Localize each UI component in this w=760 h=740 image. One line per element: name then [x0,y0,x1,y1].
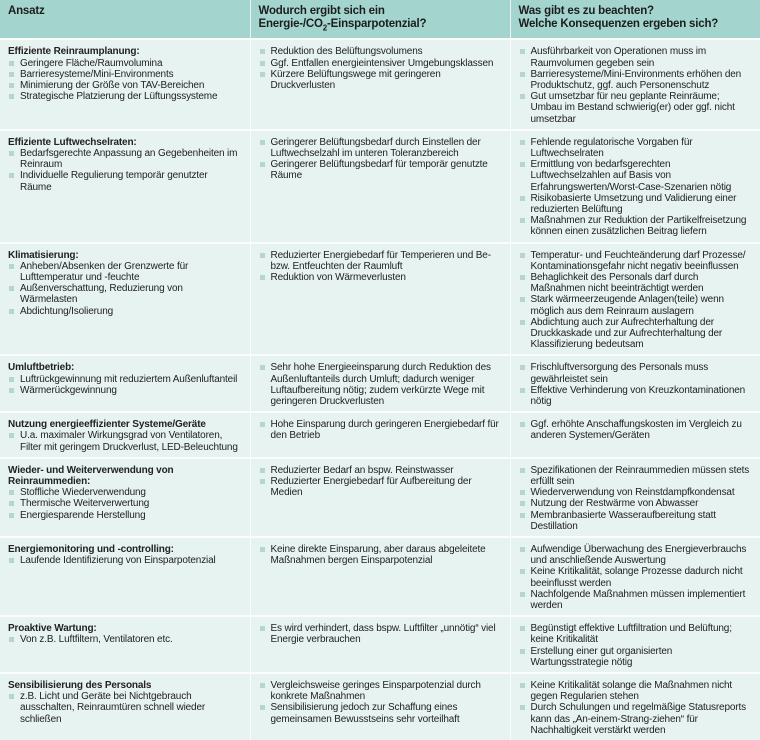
potential-text: Sehr hohe Energieeinsparung durch Reduktion des Außenluftanteils durch Umluft; dadurch weniger Luftaufbereitung nötig; zudem verkürzte Wege mit geringeren Druckverlusten [270,362,491,407]
approach-text: Laufende Identifizierung von Einsparpotenzial [20,555,216,567]
table-row [0,412,760,458]
approach-text: Wärmerückgewinnung [20,384,117,396]
notes-list [519,465,753,532]
notes-item [519,702,753,736]
approach-title: Klimatisierung: [8,249,79,261]
notes-item [519,317,753,351]
approach-item [8,91,242,102]
potential-item [259,465,502,476]
notes-cell [510,355,760,412]
notes-cell [510,39,760,129]
approach-title: Energiemonitoring und -controlling: [8,544,174,556]
potential-item [259,680,502,702]
notes-item [519,487,753,498]
notes-text: Effektive Verhinderung von Kreuzkontaminationen nötig [530,384,746,407]
notes-item [519,137,753,159]
notes-text: Membranbasierte Wasseraufbereitung statt Destillation [530,509,716,532]
notes-item [519,46,753,68]
notes-text: Keine Kritikalität solange die Maßnahmen nicht gegen Regularien stehen [530,680,733,703]
approach-cell [0,243,250,356]
approach-item [8,58,242,69]
header-approach [0,0,250,39]
approach-list [8,430,242,452]
bullet-icon [520,569,525,574]
header-potential-line2-post: -Einsparpotenzial? [327,18,427,30]
approach-text: U.a. maximaler Wirkungsgrad von Ventilatoren, Filter mit geringem Druckverlust, LED-Beleuchtung [20,430,238,453]
header-notes-line2: Welche Konsequenzen ergeben sich? [518,18,719,30]
approach-text: Luftrückgewinnung mit reduziertem Außenluftanteil [20,373,238,385]
bullet-icon [9,513,14,518]
notes-text: Gut umsetzbar für neu geplante Reinräume; Umbau im Bestand schwierig(er) oder ggf. nicht umsetzbar [530,91,735,125]
approach-cell [0,458,250,537]
bullet-icon [260,162,265,167]
table-row [0,130,760,243]
bullet-icon [9,173,14,178]
bullet-icon [9,72,14,77]
potential-cell [250,39,510,129]
notes-item [519,215,753,237]
notes-list [519,419,753,441]
header-notes [510,0,760,39]
notes-list [519,680,753,736]
bullet-icon [9,694,14,699]
notes-cell [510,458,760,537]
potential-text: Ggf. Entfallen energieintensiver Umgebungsklassen [270,57,494,69]
approach-item [8,261,242,283]
table-row [0,39,760,129]
header-potential [250,0,510,39]
approach-item [8,69,242,80]
approach-title: Nutzung energieeffizienter Systeme/Geräte [8,419,206,431]
bullet-icon [520,72,525,77]
header-notes-line1: Was gibt es zu beachten? [518,5,654,17]
approach-text: Thermische Weiterverwertung [20,498,150,510]
approach-title: Effiziente Luftwechselraten: [8,136,137,148]
approach-cell [0,673,250,740]
table-row [0,243,760,356]
bullet-icon [520,365,525,370]
potential-text: Reduzierter Energiebedarf für Aufbereitung der Medien [270,476,472,499]
notes-item [519,272,753,294]
header-potential-subscript: 2 [322,23,328,33]
notes-item [519,362,753,384]
notes-item [519,623,753,645]
potential-item [259,362,502,407]
notes-text: Erstellung einer gut organisierten Wartungsstrategie nötig [530,645,673,668]
approach-text: Barrieresysteme/Mini-Environments [20,68,174,80]
potential-cell [250,537,510,616]
approach-cell [0,130,250,243]
notes-cell [510,243,760,356]
potential-cell [250,243,510,356]
notes-item [519,589,753,611]
potential-text: Kürzere Belüftungswege mit geringeren Druckverlusten [270,68,441,91]
bullet-icon [9,433,14,438]
approach-item [8,306,242,317]
potential-list [259,46,502,91]
potential-item [259,137,502,159]
notes-text: Wiederverwendung von Reinstdampfkondensat [530,487,735,499]
approach-cell [0,537,250,616]
potential-text: Geringerer Belüftungsbedarf durch Einstellen der Luftwechselzahl im unteren Toleranzbereich [270,136,481,159]
notes-cell [510,537,760,616]
notes-item [519,566,753,588]
bullet-icon [260,365,265,370]
bullet-icon [9,377,14,382]
notes-item [519,419,753,441]
bullet-icon [260,468,265,473]
bullet-icon [260,626,265,631]
approach-title: Sensibilisierung des Personals [8,680,152,692]
potential-text: Reduktion des Belüftungsvolumens [270,46,423,58]
approach-list [8,261,242,317]
notes-item [519,680,753,702]
notes-text: Ermittlung von bedarfsgerechten Luftwechselzahlen auf Basis von Erfahrungswerten/Worst-Case-Szenarien nötig [530,159,732,193]
approach-title: Umluftbetrieb: [8,362,75,374]
bullet-icon [9,637,14,642]
potential-list [259,680,502,725]
notes-list [519,544,753,611]
bullet-icon [9,558,14,563]
notes-text: Spezifikationen der Reinraummedien müssen stets erfüllt sein [530,464,750,487]
potential-list [259,250,502,284]
bullet-icon [260,479,265,484]
bullet-icon [520,388,525,393]
notes-text: Nachfolgende Maßnahmen müssen implementiert werden [530,588,746,612]
notes-text: Barrieresysteme/Mini-Environments erhöhen den Produktschutz, ggf. auch Personenschutz [530,68,742,91]
table-row [0,355,760,412]
bullet-icon [260,61,265,66]
potential-text: Es wird verhindert, dass bspw. Luftfilter „unnötig“ viel Energie verbrauchen [270,623,496,646]
potential-item [259,476,502,498]
bullet-icon [520,297,525,302]
notes-list [519,46,753,124]
notes-text: Aufwendige Überwachung des Energieverbrauchs und anschließende Auswertung [530,544,747,567]
bullet-icon [260,683,265,688]
potential-text: Geringerer Belüftungsbedarf für temporär genutzte Räume [270,159,488,182]
approach-cell [0,412,250,458]
bullet-icon [520,196,525,201]
notes-text: Temperatur- und Feuchteänderung darf Prozesse/ Kontaminationsgefahr nicht negativ beeinflussen [530,249,746,272]
notes-text: Ausführbarkeit von Operationen muss im Raumvolumen gegeben sein [530,46,706,69]
approach-item [8,170,242,192]
bullet-icon [520,626,525,631]
table-body [0,39,760,740]
bullet-icon [9,490,14,495]
bullet-icon [520,501,525,506]
bullet-icon [9,94,14,99]
notes-text: Abdichtung auch zur Aufrechterhaltung der Druckkaskade und zur Aufrechterhaltung der Klassifizierung bedeutsam [530,316,723,351]
bullet-icon [9,264,14,269]
bullet-icon [260,275,265,280]
approach-text: Außenverschattung, Reduzierung von Wärmelasten [20,283,183,306]
approach-item [8,385,242,396]
potential-list [259,544,502,566]
bullet-icon [260,422,265,427]
bullet-icon [9,309,14,314]
approach-title: Effiziente Reinraumplanung: [8,46,140,58]
notes-list [519,623,753,668]
bullet-icon [260,705,265,710]
potential-list [259,419,502,441]
bullet-icon [520,683,525,688]
approach-list [8,148,242,193]
approach-text: Strategische Platzierung der Lüftungssysteme [20,91,218,103]
approach-text: Von z.B. Luftfiltern, Ventilatoren etc. [20,634,173,646]
potential-item [259,58,502,69]
potential-list [259,623,502,645]
approach-text: Individuelle Regulierung temporär genutzter Räume [20,170,208,193]
approach-text: Minimierung der Größe von TAV-Bereichen [20,79,205,91]
notes-cell [510,673,760,740]
notes-text: Risikobasierte Umsetzung und Validierung einer reduzierten Belüftung [530,192,737,215]
notes-list [519,250,753,351]
approach-cell [0,39,250,129]
potential-item [259,272,502,283]
potential-cell [250,412,510,458]
notes-cell [510,130,760,243]
notes-item [519,159,753,193]
potential-text: Vergleichsweise geringes Einsparpotenzial durch konkrete Maßnahmen [270,680,481,703]
bullet-icon [520,275,525,280]
potential-item [259,159,502,181]
bullet-icon [520,592,525,597]
potential-list [259,362,502,407]
bullet-icon [520,253,525,258]
bullet-icon [520,513,525,518]
notes-text: Durch Schulungen und regelmäßige Statusreports kann das „An-einem-Strang-ziehen“ für Nachhaltigkeit verstärkt werden [530,702,746,736]
bullet-icon [9,83,14,88]
bullet-icon [520,94,525,99]
approach-item [8,510,242,521]
bullet-icon [260,72,265,77]
notes-text: Nutzung der Restwärme von Abwasser [530,498,699,510]
bullet-icon [9,151,14,156]
bullet-icon [520,320,525,325]
approach-item [8,148,242,170]
notes-text: Behaglichkeit des Personals darf durch Maßnahmen nicht beeinträchtigt werden [530,271,704,295]
approach-item [8,283,242,305]
potential-list [259,137,502,182]
approach-list [8,374,242,396]
bullet-icon [9,501,14,506]
potential-text: Keine direkte Einsparung, aber daraus abgeleitete Maßnahmen bergen Einsparpotenzial [270,544,486,567]
notes-item [519,498,753,509]
potential-cell [250,458,510,537]
potential-text: Reduzierter Bedarf an bspw. Reinstwasser [270,464,454,476]
bullet-icon [9,286,14,291]
approach-list [8,487,242,521]
potential-text: Reduktion von Wärmeverlusten [270,271,406,283]
approach-list [8,634,242,645]
potential-cell [250,673,510,740]
notes-text: Keine Kritikalität, solange Prozesse dadurch nicht beeinflusst werden [530,566,743,589]
bullet-icon [520,422,525,427]
notes-item [519,91,753,125]
bullet-icon [520,49,525,54]
approach-item [8,430,242,452]
bullet-icon [260,253,265,258]
notes-text: Begünstigt effektive Luftfiltration und Belüftung; keine Kritikalität [530,623,732,646]
approach-text: Anheben/Absenken der Grenzwerte für Lufttemperatur und -feuchte [20,260,189,283]
potential-item [259,419,502,441]
notes-item [519,69,753,91]
notes-item [519,294,753,316]
potential-list [259,465,502,499]
notes-item [519,544,753,566]
potential-item [259,623,502,645]
approach-text: Abdichtung/Isolierung [20,305,114,317]
approach-text: z.B. Licht und Geräte bei Nichtgebrauch ausschalten, Reinraumtüren schnell wieder schließen [20,691,206,725]
potential-text: Reduzierter Energiebedarf für Temperieren und Be- bzw. Entfeuchten der Raumluft [270,249,491,272]
potential-item [259,46,502,57]
approach-title: Proaktive Wartung: [8,623,97,635]
approach-cell [0,355,250,412]
table-row [0,537,760,616]
approach-item [8,634,242,645]
bullet-icon [520,649,525,654]
potential-text: Hohe Einsparung durch geringeren Energiebedarf für den Betrieb [270,419,499,442]
approach-item [8,555,242,566]
bullet-icon [520,218,525,223]
header-potential-line1: Wodurch ergibt sich ein [258,5,385,17]
notes-list [519,137,753,238]
notes-item [519,510,753,532]
approach-item [8,80,242,91]
header-row [0,0,760,39]
approach-text: Bedarfsgerechte Anpassung an Gegebenheiten im Reinraum [20,147,238,171]
header-potential-line2-pre: Energie-/CO [258,18,323,30]
bullet-icon [9,61,14,66]
bullet-icon [520,162,525,167]
notes-text: Stark wärmeerzeugende Anlagen(teile) wenn möglich aus dem Reinraum auslagern [530,294,724,317]
notes-text: Fehlende regulatorische Vorgaben für Luftwechselraten [530,136,693,159]
approach-item [8,691,242,725]
bullet-icon [520,468,525,473]
notes-list [519,362,753,407]
header-approach-label: Ansatz [8,5,45,17]
notes-item [519,193,753,215]
bullet-icon [260,49,265,54]
notes-text: Ggf. erhöhte Anschaffungskosten im Vergleich zu anderen Systemen/Geräten [530,419,742,442]
bullet-icon [260,547,265,552]
potential-item [259,250,502,272]
approach-list [8,691,242,725]
table-row [0,673,760,740]
bullet-icon [520,490,525,495]
potential-text: Sensibilisierung jedoch zur Schaffung eines gemeinsamen Bewusstseins sehr vorteilhaft [270,702,460,725]
table-row [0,458,760,537]
approach-title: Wieder- und Weiterverwendung von Reinraummedien: [8,464,174,487]
notes-item [519,465,753,487]
bullet-icon [520,140,525,145]
bullet-icon [260,140,265,145]
approach-item [8,374,242,385]
potential-cell [250,355,510,412]
approach-text: Stoffliche Wiederverwendung [20,487,146,499]
notes-text: Frischluftversorgung des Personals muss gewährleistet sein [530,362,709,385]
potential-item [259,544,502,566]
potential-item [259,69,502,91]
potential-cell [250,130,510,243]
approach-list [8,555,242,566]
potential-item [259,702,502,724]
approach-item [8,498,242,509]
approach-text: Energiesparende Herstellung [20,509,146,521]
bullet-icon [520,705,525,710]
approach-text: Geringere Fläche/Raumvolumina [20,57,163,69]
notes-cell [510,412,760,458]
notes-text: Maßnahmen zur Reduktion der Partikelfreisetzung können einen zusätzlichen Beitrag liefern [530,215,747,238]
bullet-icon [520,547,525,552]
notes-item [519,385,753,407]
notes-item [519,250,753,272]
approach-list [8,58,242,103]
bullet-icon [9,388,14,393]
approach-item [8,487,242,498]
